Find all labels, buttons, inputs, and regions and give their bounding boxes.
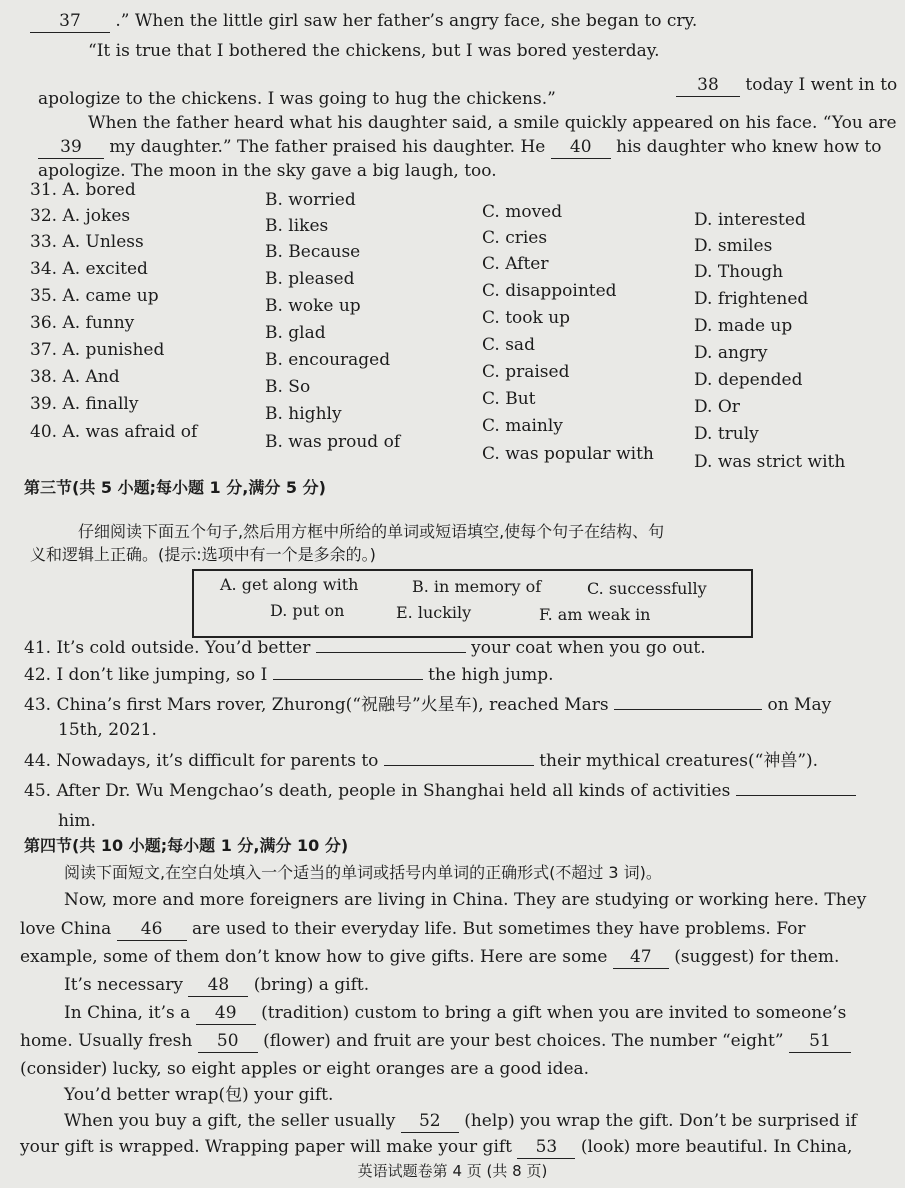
answer-blank[interactable] <box>614 709 762 710</box>
option-c: C. successfully <box>587 579 707 598</box>
choice-36-b: B. glad <box>265 323 326 343</box>
choice-35-a: 35. A. came up <box>30 286 159 306</box>
answer-blank[interactable] <box>316 652 466 653</box>
option-b: B. in memory of <box>412 577 542 596</box>
blank-50[interactable]: 50 <box>198 1030 258 1053</box>
choice-31-c: C. moved <box>482 202 563 222</box>
choice-39-b: B. highly <box>265 404 342 424</box>
blank-38: 38 <box>676 74 740 97</box>
passage-line: love China 46 are used to their everyday life. But sometimes they have problems. For <box>20 919 806 939</box>
choice-37-b: B. encouraged <box>265 350 391 370</box>
word-box <box>192 569 753 638</box>
choice-40-d: D. was strict with <box>694 452 846 472</box>
option-d: D. put on <box>270 601 345 620</box>
section3-instruction: 义和逻辑上正确。(提示:选项中有一个是多余的。) <box>30 545 376 564</box>
question-43: 43. China’s first Mars rover, Zhurong(“祝融号”火星车), reached Mars on May <box>24 695 832 715</box>
question-43-cont: 15th, 2021. <box>58 720 157 740</box>
passage-line: You’d better wrap(包) your gift. <box>64 1085 334 1105</box>
question-42: 42. I don’t like jumping, so I the high jump. <box>24 665 554 685</box>
section4-title: 第四节(共 10 小题;每小题 1 分,满分 10 分) <box>24 836 349 855</box>
passage-line: example, some of them don’t know how to give gifts. Here are some 47 (suggest) for them. <box>20 947 840 967</box>
passage-line: 38 today I went in to <box>676 74 897 97</box>
question-41: 41. It’s cold outside. You’d better your coat when you go out. <box>24 638 706 658</box>
choice-39-a: 39. A. finally <box>30 394 139 414</box>
blank-53[interactable]: 53 <box>517 1136 575 1159</box>
choice-36-d: D. angry <box>694 343 768 363</box>
passage-line: When the father heard what his daughter said, a smile quickly appeared on his face. “You are <box>88 113 897 133</box>
blank-48[interactable]: 48 <box>188 974 248 997</box>
choice-37-d: D. depended <box>694 370 803 390</box>
passage-line: (consider) lucky, so eight apples or eight oranges are a good idea. <box>20 1059 590 1079</box>
option-e: E. luckily <box>396 603 472 622</box>
question-45-cont: him. <box>58 811 96 831</box>
choice-38-a: 38. A. And <box>30 367 120 387</box>
blank-46[interactable]: 46 <box>117 918 187 941</box>
answer-blank[interactable] <box>273 679 423 680</box>
choice-32-a: 32. A. jokes <box>30 206 131 226</box>
choice-33-a: 33. A. Unless <box>30 232 144 252</box>
choice-34-d: D. frightened <box>694 289 809 309</box>
choice-36-c: C. sad <box>482 335 535 355</box>
choice-35-c: C. took up <box>482 308 571 328</box>
choice-31-d: D. interested <box>694 210 806 230</box>
choice-33-b: B. Because <box>265 242 361 262</box>
question-45: 45. After Dr. Wu Mengchao’s death, people in Shanghai held all kinds of activities <box>24 780 856 802</box>
choice-40-b: B. was proud of <box>265 432 401 452</box>
passage-line: apologize. The moon in the sky gave a big laugh, too. <box>38 161 497 181</box>
answer-blank[interactable] <box>384 765 534 766</box>
choice-31-b: B. worried <box>265 190 356 210</box>
choice-33-d: D. Though <box>694 262 784 282</box>
choice-32-c: C. cries <box>482 228 548 248</box>
choice-31-a: 31. A. bored <box>30 180 136 200</box>
choice-34-a: 34. A. excited <box>30 259 148 279</box>
choice-35-b: B. woke up <box>265 296 361 316</box>
option-f: F. am weak in <box>539 605 651 624</box>
passage-line: It’s necessary 48 (bring) a gift. <box>64 975 370 995</box>
section3-instruction: 仔细阅读下面五个句子,然后用方框中所给的单词或短语填空,使每个句子在结构、句 <box>78 522 665 541</box>
blank-49[interactable]: 49 <box>196 1002 256 1025</box>
passage-line: When you buy a gift, the seller usually 52 (help) you wrap the gift. Don’t be surprised if <box>64 1111 857 1131</box>
choice-38-d: D. Or <box>694 397 740 417</box>
passage-line: home. Usually fresh 50 (flower) and fruit are your best choices. The number “eight” 51 <box>20 1030 851 1053</box>
choice-40-c: C. was popular with <box>482 444 654 464</box>
choice-32-d: D. smiles <box>694 236 773 256</box>
section3-title: 第三节(共 5 小题;每小题 1 分,满分 5 分) <box>24 478 326 497</box>
answer-blank[interactable] <box>736 795 856 796</box>
choice-37-c: C. praised <box>482 362 570 382</box>
passage-line: 39 my daughter.” The father praised his daughter. He 40 his daughter who knew how to <box>38 136 882 159</box>
question-44: 44. Nowadays, it’s difficult for parents to their mythical creatures(“神兽”). <box>24 751 819 771</box>
blank-37: 37 <box>30 10 110 33</box>
blank-51[interactable]: 51 <box>789 1030 851 1053</box>
passage-line: your gift is wrapped. Wrapping paper will make your gift 53 (look) more beautiful. In China, <box>20 1137 853 1157</box>
passage-line: “It is true that I bothered the chickens, but I was bored yesterday. <box>88 41 660 61</box>
blank-39: 39 <box>38 136 104 159</box>
passage-line: In China, it’s a 49 (tradition) custom to bring a gift when you are invited to someone’s <box>64 1003 847 1023</box>
choice-38-c: C. But <box>482 389 536 409</box>
choice-35-d: D. made up <box>694 316 793 336</box>
choice-32-b: B. likes <box>265 216 329 236</box>
choice-40-a: 40. A. was afraid of <box>30 422 198 442</box>
choice-38-b: B. So <box>265 377 311 397</box>
blank-52[interactable]: 52 <box>401 1110 459 1133</box>
passage-line: apologize to the chickens. I was going to hug the chickens.” <box>38 89 556 109</box>
choice-36-a: 36. A. funny <box>30 313 135 333</box>
option-a: A. get along with <box>220 575 359 594</box>
choice-34-c: C. disappointed <box>482 281 617 301</box>
choice-39-d: D. truly <box>694 424 759 444</box>
blank-47[interactable]: 47 <box>613 946 669 969</box>
choice-34-b: B. pleased <box>265 269 355 289</box>
choice-33-c: C. After <box>482 254 549 274</box>
choice-37-a: 37. A. punished <box>30 340 165 360</box>
choice-39-c: C. mainly <box>482 416 563 436</box>
passage-line: 37 .” When the little girl saw her father’s angry face, she began to cry. <box>30 10 697 33</box>
passage-line: Now, more and more foreigners are living in China. They are studying or working here. They <box>64 890 867 910</box>
blank-40: 40 <box>551 136 611 159</box>
page-footer: 英语试题卷第 4 页 (共 8 页) <box>357 1162 548 1180</box>
section4-instruction: 阅读下面短文,在空白处填入一个适当的单词或括号内单词的正确形式(不超过 3 词)。 <box>64 863 662 882</box>
